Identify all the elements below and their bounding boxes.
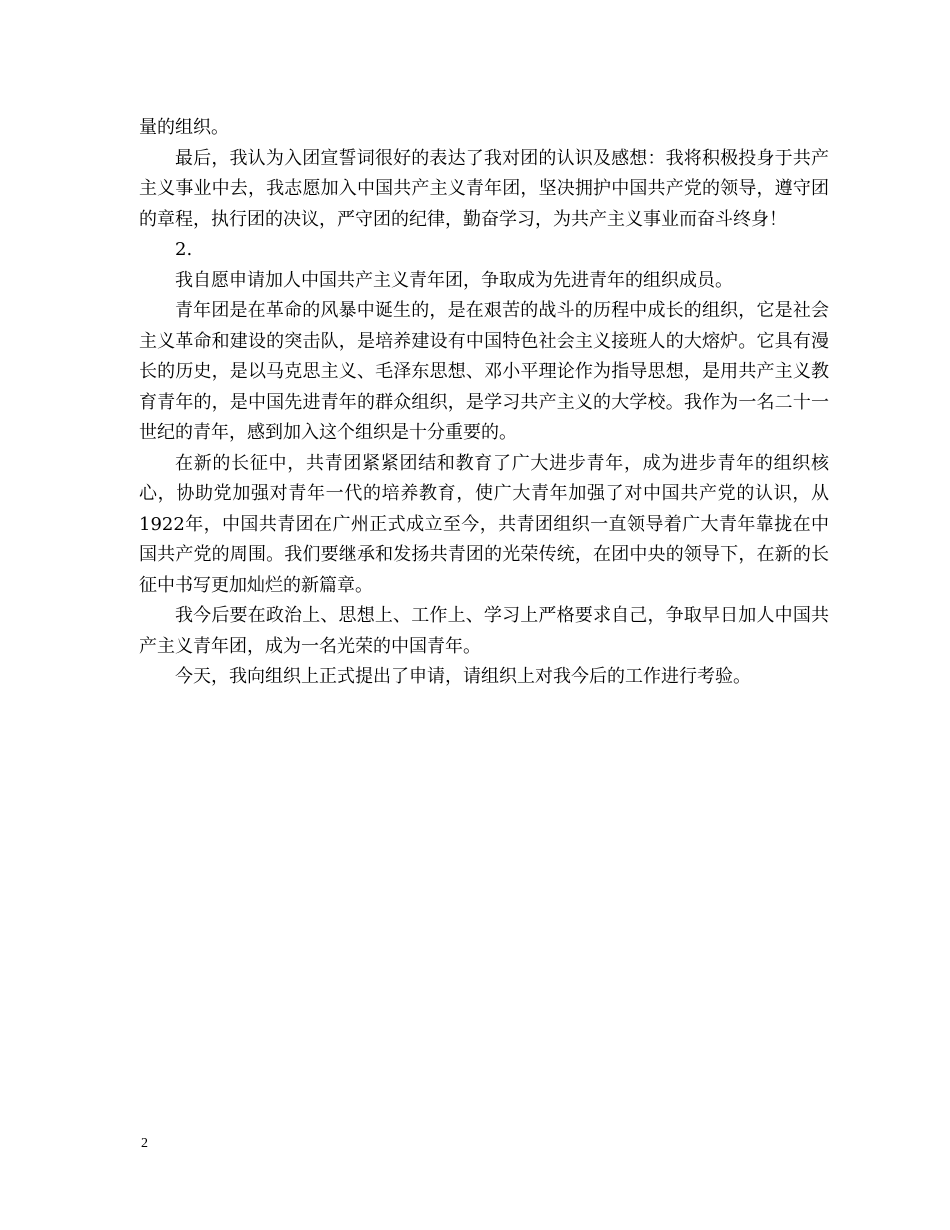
paragraph: 青年团是在革命的风暴中诞生的，是在艰苦的战斗的历程中成长的组织，它是社会主义革命和建设的突击队，是培养建设有中国特色社会主义接班人的大熔炉。它具有漫长的历史，是以马克思主义、毛泽东思想、邓小平理论作为指导思想，是用共产主义教育青年的，是中国先进青年的群众组织，是学习共产主义的大学校。我作为一名二十一世纪的青年，感到加入这个组织是十分重要的。 — [139, 300, 829, 443]
paragraph: 今天，我向组织上正式提出了申请，请组织上对我今后的工作进行考验。 — [175, 666, 751, 687]
page-number: 2 — [141, 1136, 148, 1151]
paragraph: 在新的长征中，共青团紧紧团结和教育了广大进步青年，成为进步青年的组织核心，协助党加强对青年一代的培养教育，使广大青年加强了对中国共产党的认识，从1922年，中国共青团在广州正式成立至今，共青团组织一直领导着广大青年靠拢在中国共产党的周围。我们要继承和发扬共青团的光荣传统，在团中央的领导下，在新的长征中书写更加灿烂的新篇章。 — [139, 452, 829, 596]
paragraph: 我今后要在政治上、思想上、工作上、学习上严格要求自己，争取早日加人中国共产主义青年团，成为一名光荣的中国青年。 — [139, 605, 829, 657]
paragraph: 我自愿申请加人中国共产主义青年团，争取成为先进青年的组织成员。 — [175, 269, 733, 291]
body-text — [139, 113, 829, 693]
paragraph: 最后，我认为入团宣誓词很好的表达了我对团的认识及感想：我将积极投身于共产主义事业中去，我志愿加入中国共产主义青年团，坚决拥护中国共产党的领导，遵守团的章程，执行团的决议，严守团的纪律，勤奋学习，为共产主义事业而奋斗终身！ — [139, 147, 829, 230]
paragraph: 量的组织。 — [139, 117, 229, 138]
section-number: 2. — [175, 239, 193, 260]
